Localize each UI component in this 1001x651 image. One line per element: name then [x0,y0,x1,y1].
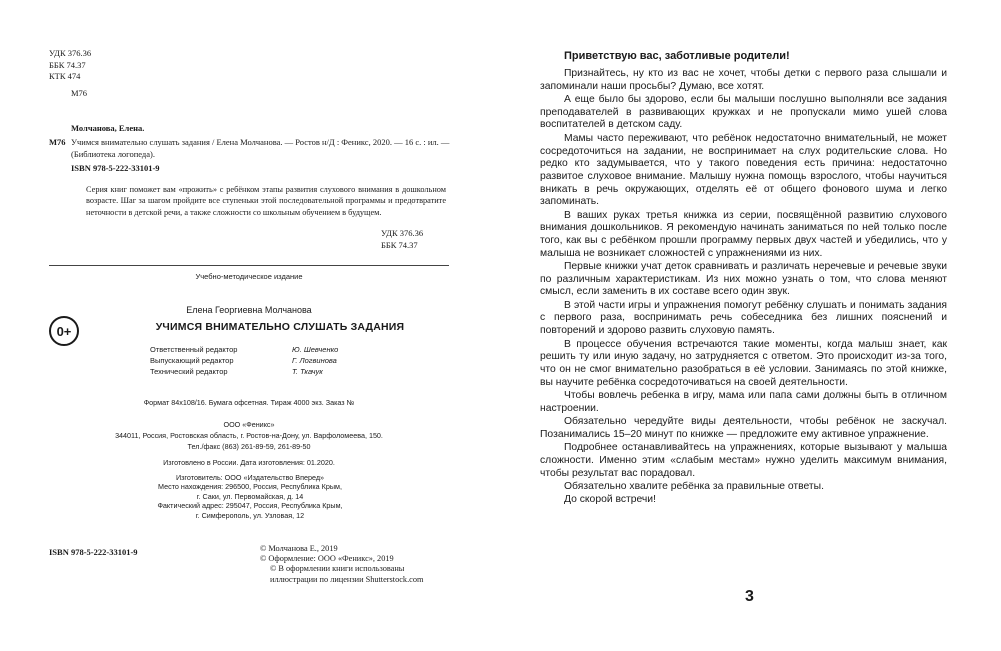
staff-row [150,344,430,355]
paragraph: Чтобы вовлечь ребенка в игру, мама или папа сами должны быть в отличном настроении. [540,389,947,414]
manufacturer-line: г. Саки, ул. Первомайская, д. 14 [196,491,304,501]
staff-row [150,355,430,366]
full-author-name: Елена Георгиевна Молчанова [186,305,312,315]
copyright-line: © Оформление: ООО «Феникс», 2019 [260,554,394,564]
isbn-top: ISBN 978-5-222-33101-9 [71,163,160,173]
staff-role: Технический редактор [150,367,228,376]
author-mark: М76 [71,88,88,98]
publisher-phone: Тел./факс (863) 261-89-59, 261-89-50 [187,442,311,451]
edition-type: Учебно-методическое издание [195,272,303,281]
staff-role: Выпускающий редактор [150,356,234,365]
isbn-bottom: ISBN 978-5-222-33101-9 [49,547,138,557]
staff-name: Г. Логвинова [292,356,337,365]
staff-role: Ответственный редактор [150,345,238,354]
book-title: УЧИМСЯ ВНИМАТЕЛЬНО СЛУШАТЬ ЗАДАНИЯ [155,321,405,333]
manufacturer-line: г. Симферополь, ул. Узловая, 12 [195,510,305,520]
copyright-line: иллюстрации по лицензии Shutterstock.com [270,574,424,584]
annotation: Серия книг поможет вам «прожить» с ребёнком этапы развития слухового внимания в дошкольном возрасте. Шаг за шагом пройдите все ступеньки этой последовательной программы и предотвратите неточности в детской речи, а также сложности со школьным обучением в будущем. [86,185,446,217]
bibliographic-description: Учимся внимательно слушать задания / Елена Молчанова. — Ростов н/Д : Феникс, 2020. — 16 с. : ил. — (Библиотека логопеда). [71,137,450,159]
manufacturer-line: Изготовитель: ООО «Издательство Вперед» [175,473,325,482]
manufacturer-line: Место нахождения: 296500, Россия, Республика Крым, [158,482,342,492]
paragraph: А еще было бы здорово, если бы малыши послушно выполняли все задания преподавателей в развивающих кружках и не пропускали мимо ушей слова воспитателей в детском саду. [540,94,947,131]
ktk-code: КТК 474 [49,71,81,81]
bbk-code: ББК 74.37 [49,59,86,70]
paragraph: Обязательно чередуйте виды деятельности, чтобы ребёнок не заскучал. Позанимались 15–20 минут по книжке — предложите ему активное упражнение. [540,416,947,440]
paragraph: Первые книжки учат деток сравнивать и различать неречевые и речевые звуки по различным характеристикам. Из них можно узнать о том, что слова меняют смысл, если заменить в их составе всего один звук. [540,261,947,298]
paragraph: В этой части игры и упражнения помогут ребёнку слушать и понимать задания с первого раза, воспринимать речь собеседника без лишних пояснений и повторений и здорово развить слуховую память. [540,299,947,337]
bib-code: М76 [49,137,66,147]
paragraph: В процессе обучения встречаются такие моменты, когда малыш знает, как решить ту или иную задачу, но затрудняется с ответом. Это происходит из-за того, что он не смог внимательно разобраться в её условии. Занимаясь по этой книжке, вы научите ребёнка сосредоточиваться на своей деятельности. [540,338,947,388]
paragraph: До скорой встречи! [564,494,656,506]
age-rating-badge: 0+ [49,316,79,346]
classification-codes [49,48,91,83]
divider [49,265,449,266]
manufacturer-info [100,473,400,520]
copyright-block [260,544,423,585]
staff-row [150,366,430,377]
author-heading: Молчанова, Елена. [71,123,145,133]
udk-code-right: УДК 376.36 [381,228,424,238]
publisher-name: ООО «Феникс» [223,420,275,429]
intro-text [540,68,947,508]
classification-codes-right [381,228,423,251]
manufacture-date: Изготовлено в России. Дата изготовления: 01.2020. [163,458,335,467]
copyright-line: © В оформлении книги использованы [270,564,405,574]
staff-name: Т. Ткачук [292,367,323,376]
staff-list [150,344,430,377]
copyright-line: © Молчанова Е., 2019 [260,544,338,553]
publisher-address: 344011, Россия, Ростовская область, г. Ростов-на-Дону, ул. Варфоломеева, 150. [115,431,383,440]
paragraph: Мамы часто переживают, что ребёнок недостаточно внимательный, не может сосредоточиться на задании, не воспринимает на слух родительские слова. Но редко кто задумывается, что у такого поведения есть причина: недостаточно развитое слуховое внимание. Малышу нужна помощь взрослого, чтобы научиться вникать в речь окружающих, отделять её от общего фонового шума и легко запоминать. [540,132,947,208]
bbk-code-right: ББК 74.37 [381,239,418,250]
paragraph: Обязательно хвалите ребёнка за правильные ответы. [564,480,824,492]
staff-name: Ю. Шевченко [292,345,339,354]
paragraph: Подробнее останавливайтесь на упражнениях, которые вызывают у малыша сложности. Именно этим «слабым местам» нужно уделить максимум внимания, чтобы результат вас порадовал. [540,442,947,479]
manufacturer-line: Фактический адрес: 295047, Россия, Республика Крым, [157,501,343,511]
paragraph: Признайтесь, ну кто из вас не хочет, чтобы детки с первого раза слышали и запоминали наши просьбы? Думаю, все хотят. [540,68,947,92]
page-number: 3 [745,588,754,605]
print-format: Формат 84x108/16. Бумага офсетная. Тираж 4000 экз. Заказ № [143,398,355,407]
paragraph: В ваших руках третья книжка из серии, посвящённой развитию слухового внимания дошкольников. Я рекомендую начинать заниматься по ней только после того, как вы с ребёнком прошли программу первых двух частей и убедились, что у малыша не возникает сложностей с упражнениями из них. [540,209,947,259]
greeting-heading: Приветствую вас, заботливые родители! [564,50,790,62]
udk-code: УДК 376.36 [49,48,92,58]
